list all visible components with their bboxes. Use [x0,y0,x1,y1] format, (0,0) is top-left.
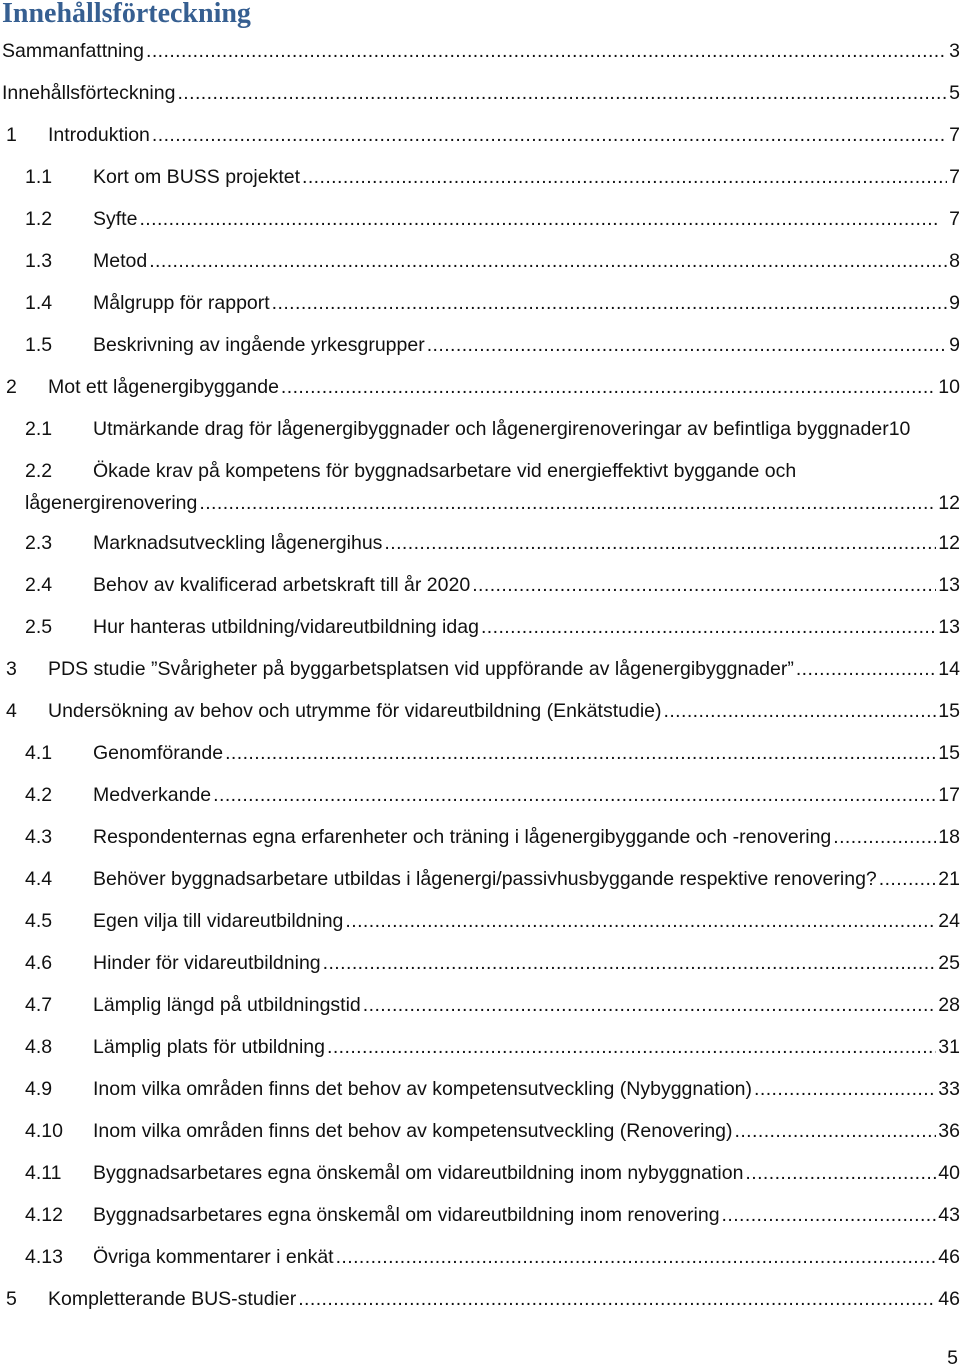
toc-entry-page: 7 [949,166,960,188]
toc-entry-page: 15 [938,700,960,722]
leader-dots [722,1200,937,1230]
leader-dots [481,612,936,642]
toc-entry-label: Innehållsförteckning [2,82,176,104]
leader-dots [796,654,936,684]
toc-entry-page: 31 [938,1036,960,1058]
toc-entry-label: Kompletterande BUS-studier [48,1288,297,1310]
toc-entry-1-2[interactable] [0,204,960,234]
toc-entry-label: Ökade krav på kompetens för byggnadsarbetare vid energieffektivt byggande och [93,460,797,482]
toc-entry-page: 15 [938,742,960,764]
toc-entry-1-3[interactable] [0,246,960,276]
leader-dots [664,696,937,726]
toc-entry-number: 4.1 [25,742,53,764]
toc-entry-label: Syfte [93,208,138,230]
toc-entry-label: Undersökning av behov och utrymme för vidareutbildning (Enkätstudie) [48,700,662,722]
toc-entry-label: Introduktion [48,124,150,146]
toc-entry-1-1[interactable] [0,162,960,192]
toc-entry-page: 33 [938,1078,960,1100]
leader-dots [879,864,937,894]
toc-entry-2-2[interactable] [0,456,960,514]
toc-entry-label: Mot ett lågenergibyggande [48,376,279,398]
leader-dots [225,738,936,768]
toc-entry-label: Hinder för vidareutbildning [93,952,321,974]
toc-entry-label: Respondenternas egna erfarenheter och träning i lågenergibyggande och -renovering [93,826,832,848]
toc-entry-label: Inom vilka områden finns det behov av kompetensutveckling (Renovering) [93,1120,733,1142]
toc-entry-page: 8 [949,250,960,272]
toc-entry-label: Marknadsutveckling lågenergihus [93,532,383,554]
leader-dots [336,1242,937,1272]
toc-entry-number: 2.5 [25,616,53,638]
toc-entry-page: 24 [938,910,960,932]
toc-entry-number: 1.3 [25,250,53,272]
toc-entry-number: 1.2 [25,208,53,230]
leader-dots [363,990,937,1020]
toc-entry-number: 2 [6,376,17,398]
toc-entry-4-6[interactable] [0,948,960,978]
leader-dots [754,1074,936,1104]
toc-entry-page: 12 [938,492,960,514]
toc-entry-label: Genomförande [93,742,224,764]
toc-entry-4-2[interactable] [0,780,960,810]
toc-entry-page: 3 [949,40,960,62]
toc-entry-number: 1.5 [25,334,53,356]
toc-entry-3[interactable] [0,654,960,684]
toc-entry-page: 7 [949,208,960,230]
toc-entry-page: 10 [888,418,911,440]
toc-entry-label: Metod [93,250,148,272]
toc-entry-number: 4.11 [25,1162,62,1184]
toc-entry-page: 13 [938,574,960,596]
toc-entry-number: 1 [6,124,17,146]
toc-entry-number: 4 [6,700,17,722]
leader-dots [302,162,947,192]
toc-entry-number: 5 [6,1288,17,1310]
page-number: 5 [947,1347,958,1369]
toc-entry-label: Inom vilka områden finns det behov av kompetensutveckling (Nybyggnation) [93,1078,753,1100]
toc-entry-4-5[interactable] [0,906,960,936]
toc-entry-label: Byggnadsarbetares egna önskemål om vidareutbildning inom nybyggnation [93,1162,744,1184]
toc-entry-number: 3 [6,658,17,680]
toc-entry-number: 4.4 [25,868,53,890]
toc-entry-2[interactable] [0,372,960,402]
toc-entry-number: 4.12 [25,1204,63,1226]
leader-dots [139,204,947,234]
toc-entry-page: 36 [938,1120,960,1142]
toc-entry-4-12[interactable] [0,1200,960,1230]
leader-dots [345,906,936,936]
toc-entry-label: Beskrivning av ingående yrkesgrupper [93,334,425,356]
toc-entry-innehållsförteckning[interactable] [0,78,960,108]
toc-entry-number: 4.8 [25,1036,53,1058]
toc-entry-5[interactable] [0,1284,960,1314]
leader-dots [298,1284,936,1314]
leader-dots [146,36,947,66]
leader-dots [745,1158,936,1188]
leader-dots [272,288,947,318]
toc-entry-1-5[interactable] [0,330,960,360]
toc-entry-number: 4.2 [25,784,53,806]
toc-entry-number: 2.1 [25,418,53,440]
toc-entry-2-4[interactable] [0,570,960,600]
toc-entry-2-5[interactable] [0,612,960,642]
toc-entry-label: Utmärkande drag för lågenergibyggnader och lågenergirenoveringar av befintliga byggnader [93,418,889,440]
toc-entry-label: Hur hanteras utbildning/vidareutbildning idag [93,616,479,638]
toc-entry-page: 10 [938,376,960,398]
toc-entry-label: Medverkande [93,784,212,806]
toc-entry-number: 1.4 [25,292,53,314]
toc-entry-4[interactable] [0,696,960,726]
toc-entry-page: 13 [938,616,960,638]
toc-entry-1-4[interactable] [0,288,960,318]
leader-dots [323,948,937,978]
leader-dots [199,488,936,518]
toc-entry-page: 5 [949,82,960,104]
toc-entry-page: 17 [938,784,960,806]
toc-entry-2-3[interactable] [0,528,960,558]
toc-entry-label: Lämplig plats för utbildning [93,1036,325,1058]
toc-entry-number: 4.13 [25,1246,63,1268]
toc-entry-label: Lämplig längd på utbildningstid [93,994,361,1016]
leader-dots [735,1116,937,1146]
toc-entry-4-8[interactable] [0,1032,960,1062]
toc-entry-page: 14 [938,658,960,680]
toc-title: Innehållsförteckning [2,0,251,29]
toc-entry-page: 40 [938,1162,960,1184]
toc-entry-page: 9 [949,292,960,314]
toc-entry-number: 1.1 [25,166,53,188]
toc-entry-number: 2.4 [25,574,53,596]
toc-entry-4-9[interactable] [0,1074,960,1104]
toc-entry-4-1[interactable] [0,738,960,768]
toc-entry-4-10[interactable] [0,1116,960,1146]
toc-entry-label: Övriga kommentarer i enkät [93,1246,334,1268]
toc-entry-label: Sammanfattning [2,40,144,62]
toc-entry-label: PDS studie ”Svårigheter på byggarbetsplatsen vid uppförande av lågenergibyggnader” [48,658,794,680]
toc-entry-label: Byggnadsarbetares egna önskemål om vidareutbildning inom renovering [93,1204,720,1226]
toc-entry-number: 4.3 [25,826,53,848]
toc-entry-label: Målgrupp för rapport [93,292,270,314]
leader-dots [177,78,947,108]
leader-dots [152,120,947,150]
leader-dots [384,528,936,558]
toc-entry-1[interactable] [0,120,960,150]
leader-dots [327,1032,936,1062]
toc-entry-label-continued: lågenergirenovering [25,492,198,514]
leader-dots [213,780,936,810]
toc-entry-page: 28 [938,994,960,1016]
leader-dots [427,330,947,360]
toc-entry-label: Kort om BUSS projektet [93,166,300,188]
toc-entry-label: Egen vilja till vidareutbildning [93,910,344,932]
toc-entry-number: 2.2 [25,460,53,482]
toc-entry-number: 4.7 [25,994,53,1016]
toc-entry-4-13[interactable] [0,1242,960,1272]
toc-entry-page: 12 [938,532,960,554]
toc-entry-4-7[interactable] [0,990,960,1020]
toc-entry-number: 2.3 [25,532,53,554]
leader-dots [472,570,936,600]
leader-dots [833,822,936,852]
toc-entry-number: 4.10 [25,1120,63,1142]
toc-entry-label: Behöver byggnadsarbetare utbildas i lågenergi/passivhusbyggande respektive renovering? [93,868,877,890]
toc-entry-page: 9 [949,334,960,356]
toc-entry-page: 25 [938,952,960,974]
toc-entry-page: 46 [938,1288,960,1310]
toc-entry-page: 18 [938,826,960,848]
toc-entry-page: 46 [938,1246,960,1268]
toc-entry-label: Behov av kvalificerad arbetskraft till år 2020 [93,574,471,596]
toc-entry-4-11[interactable] [0,1158,960,1188]
toc-entry-number: 4.6 [25,952,53,974]
toc-entry-4-4[interactable] [0,864,960,894]
toc-entry-page: 21 [938,868,960,890]
toc-entry-number: 4.5 [25,910,53,932]
toc-entry-number: 4.9 [25,1078,53,1100]
leader-dots [281,372,936,402]
toc-entry-sammanfattning[interactable] [0,36,960,66]
toc-entry-page: 7 [949,124,960,146]
leader-dots [149,246,947,276]
toc-entry-4-3[interactable] [0,822,960,852]
toc-entry-2-1[interactable] [0,414,960,444]
toc-entry-page: 43 [938,1204,960,1226]
